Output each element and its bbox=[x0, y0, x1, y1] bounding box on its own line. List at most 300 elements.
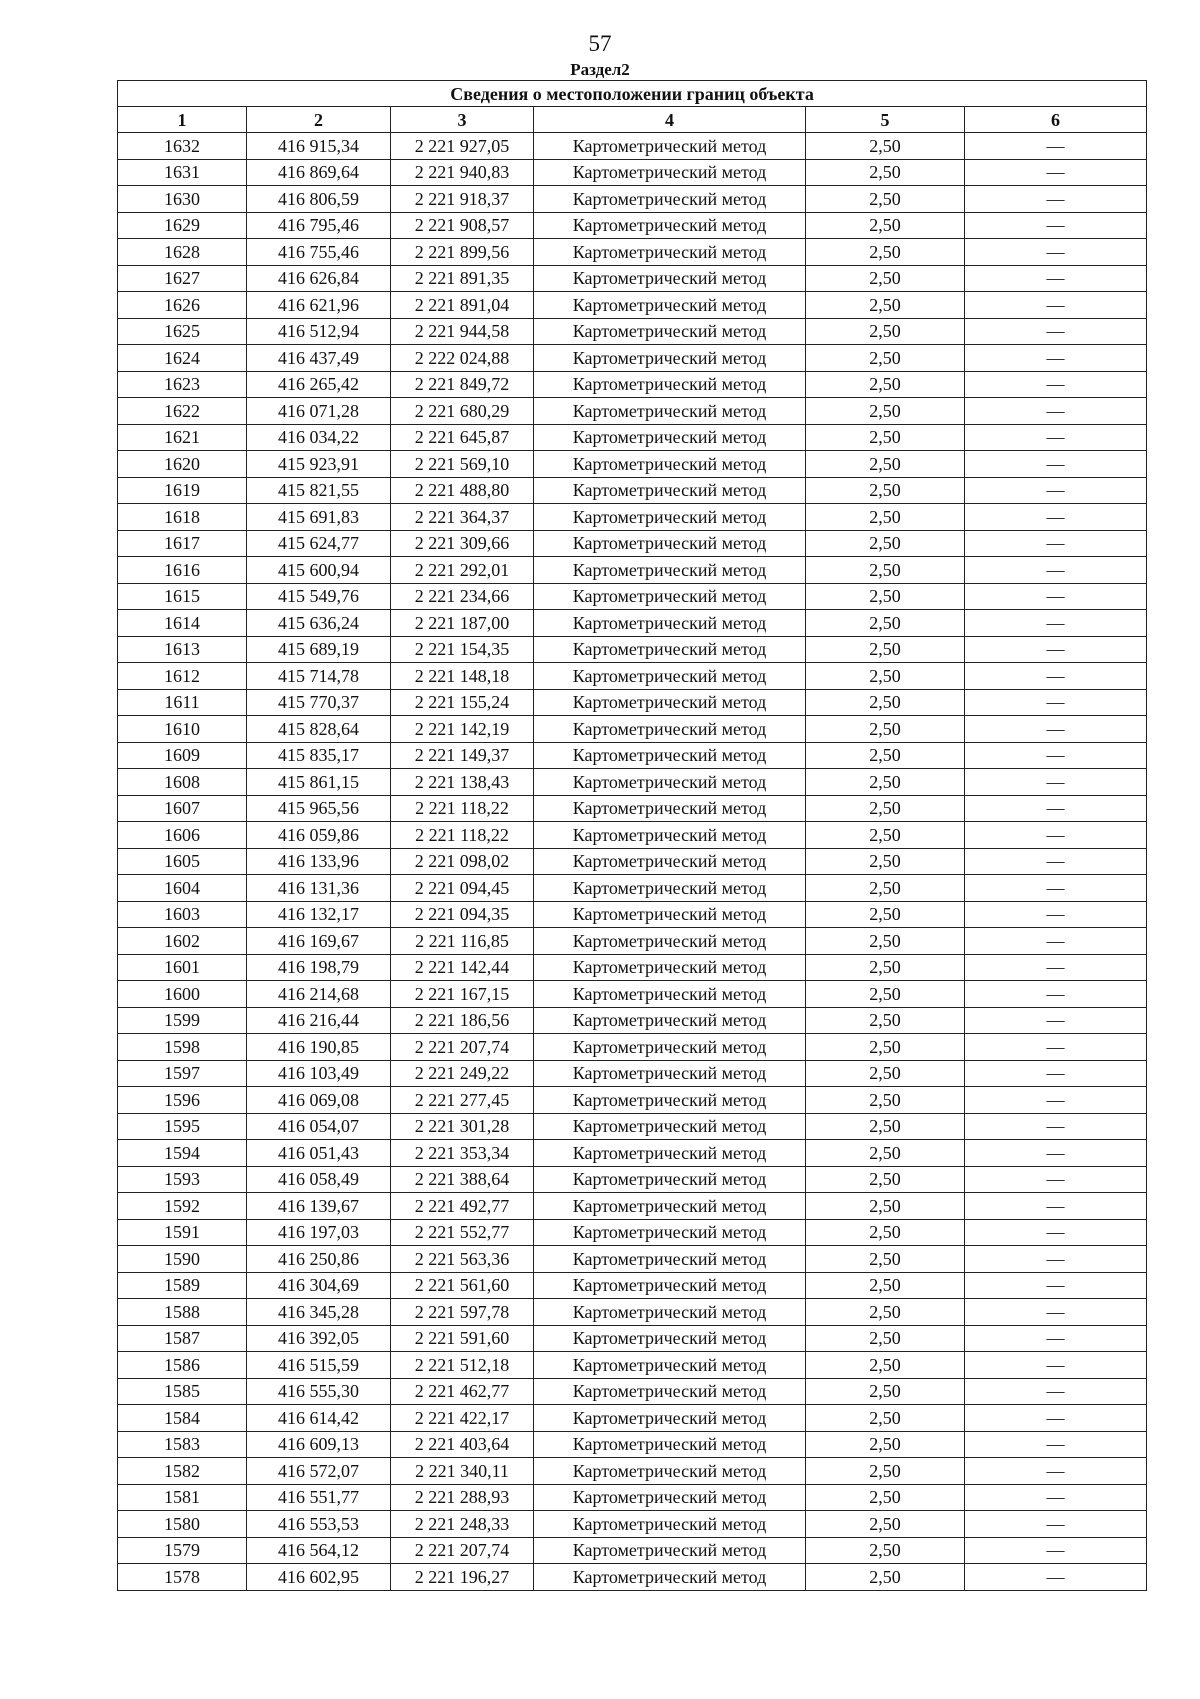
accuracy-cell: 2,50 bbox=[806, 1193, 965, 1220]
x-coordinate-cell: 416 069,08 bbox=[247, 1087, 391, 1114]
y-coordinate-cell: 2 221 292,01 bbox=[391, 557, 534, 584]
point-number-cell: 1599 bbox=[118, 1007, 247, 1034]
method-cell: Картометрический метод bbox=[534, 954, 806, 981]
table-row bbox=[118, 292, 1147, 319]
y-coordinate-cell: 2 221 512,18 bbox=[391, 1352, 534, 1379]
method-cell: Картометрический метод bbox=[534, 371, 806, 398]
x-coordinate-cell: 415 624,77 bbox=[247, 530, 391, 557]
table-row bbox=[118, 1537, 1147, 1564]
accuracy-cell: 2,50 bbox=[806, 1458, 965, 1485]
point-number-cell: 1624 bbox=[118, 345, 247, 372]
accuracy-cell: 2,50 bbox=[806, 557, 965, 584]
accuracy-cell: 2,50 bbox=[806, 689, 965, 716]
note-cell: — bbox=[965, 530, 1147, 557]
y-coordinate-cell: 2 221 149,37 bbox=[391, 742, 534, 769]
method-cell: Картометрический метод bbox=[534, 477, 806, 504]
table-row bbox=[118, 530, 1147, 557]
accuracy-cell: 2,50 bbox=[806, 1352, 965, 1379]
x-coordinate-cell: 415 636,24 bbox=[247, 610, 391, 637]
accuracy-cell: 2,50 bbox=[806, 424, 965, 451]
note-cell: — bbox=[965, 1219, 1147, 1246]
y-coordinate-cell: 2 221 277,45 bbox=[391, 1087, 534, 1114]
method-cell: Картометрический метод bbox=[534, 159, 806, 186]
x-coordinate-cell: 416 626,84 bbox=[247, 265, 391, 292]
method-cell: Картометрический метод bbox=[534, 1537, 806, 1564]
accuracy-cell: 2,50 bbox=[806, 345, 965, 372]
method-cell: Картометрический метод bbox=[534, 424, 806, 451]
point-number-cell: 1581 bbox=[118, 1484, 247, 1511]
x-coordinate-cell: 416 437,49 bbox=[247, 345, 391, 372]
x-coordinate-cell: 416 250,86 bbox=[247, 1246, 391, 1273]
y-coordinate-cell: 2 221 187,00 bbox=[391, 610, 534, 637]
x-coordinate-cell: 415 965,56 bbox=[247, 795, 391, 822]
point-number-cell: 1603 bbox=[118, 901, 247, 928]
point-number-cell: 1628 bbox=[118, 239, 247, 266]
note-cell: — bbox=[965, 477, 1147, 504]
method-cell: Картометрический метод bbox=[534, 1140, 806, 1167]
x-coordinate-cell: 416 614,42 bbox=[247, 1405, 391, 1432]
table-row bbox=[118, 1299, 1147, 1326]
accuracy-cell: 2,50 bbox=[806, 1007, 965, 1034]
method-cell: Картометрический метод bbox=[534, 848, 806, 875]
note-cell: — bbox=[965, 1458, 1147, 1485]
note-cell: — bbox=[965, 1113, 1147, 1140]
method-cell: Картометрический метод bbox=[534, 689, 806, 716]
table-body bbox=[118, 133, 1147, 1591]
table-row bbox=[118, 1113, 1147, 1140]
note-cell: — bbox=[965, 424, 1147, 451]
table-row bbox=[118, 504, 1147, 531]
table-row bbox=[118, 1458, 1147, 1485]
note-cell: — bbox=[965, 1087, 1147, 1114]
y-coordinate-cell: 2 221 118,22 bbox=[391, 795, 534, 822]
accuracy-cell: 2,50 bbox=[806, 1405, 965, 1432]
x-coordinate-cell: 416 071,28 bbox=[247, 398, 391, 425]
accuracy-cell: 2,50 bbox=[806, 1431, 965, 1458]
point-number-cell: 1632 bbox=[118, 133, 247, 160]
accuracy-cell: 2,50 bbox=[806, 133, 965, 160]
x-coordinate-cell: 416 214,68 bbox=[247, 981, 391, 1008]
accuracy-cell: 2,50 bbox=[806, 875, 965, 902]
method-cell: Картометрический метод bbox=[534, 1193, 806, 1220]
accuracy-cell: 2,50 bbox=[806, 901, 965, 928]
y-coordinate-cell: 2 221 680,29 bbox=[391, 398, 534, 425]
y-coordinate-cell: 2 221 116,85 bbox=[391, 928, 534, 955]
x-coordinate-cell: 415 835,17 bbox=[247, 742, 391, 769]
table-row bbox=[118, 1325, 1147, 1352]
y-coordinate-cell: 2 221 207,74 bbox=[391, 1537, 534, 1564]
y-coordinate-cell: 2 221 148,18 bbox=[391, 663, 534, 690]
method-cell: Картометрический метод bbox=[534, 1431, 806, 1458]
x-coordinate-cell: 416 197,03 bbox=[247, 1219, 391, 1246]
x-coordinate-cell: 416 133,96 bbox=[247, 848, 391, 875]
table-row bbox=[118, 1484, 1147, 1511]
point-number-cell: 1582 bbox=[118, 1458, 247, 1485]
accuracy-cell: 2,50 bbox=[806, 742, 965, 769]
note-cell: — bbox=[965, 1405, 1147, 1432]
point-number-cell: 1612 bbox=[118, 663, 247, 690]
point-number-cell: 1578 bbox=[118, 1564, 247, 1591]
x-coordinate-cell: 415 861,15 bbox=[247, 769, 391, 796]
y-coordinate-cell: 2 222 024,88 bbox=[391, 345, 534, 372]
method-cell: Картометрический метод bbox=[534, 1087, 806, 1114]
x-coordinate-cell: 415 821,55 bbox=[247, 477, 391, 504]
table-row bbox=[118, 265, 1147, 292]
table-row bbox=[118, 1272, 1147, 1299]
accuracy-cell: 2,50 bbox=[806, 610, 965, 637]
point-number-cell: 1617 bbox=[118, 530, 247, 557]
table-row bbox=[118, 716, 1147, 743]
note-cell: — bbox=[965, 1193, 1147, 1220]
y-coordinate-cell: 2 221 142,19 bbox=[391, 716, 534, 743]
point-number-cell: 1594 bbox=[118, 1140, 247, 1167]
method-cell: Картометрический метод bbox=[534, 318, 806, 345]
table-row bbox=[118, 769, 1147, 796]
x-coordinate-cell: 416 621,96 bbox=[247, 292, 391, 319]
method-cell: Картометрический метод bbox=[534, 663, 806, 690]
point-number-cell: 1591 bbox=[118, 1219, 247, 1246]
note-cell: — bbox=[965, 212, 1147, 239]
x-coordinate-cell: 416 553,53 bbox=[247, 1511, 391, 1538]
note-cell: — bbox=[965, 1564, 1147, 1591]
note-cell: — bbox=[965, 133, 1147, 160]
y-coordinate-cell: 2 221 142,44 bbox=[391, 954, 534, 981]
table-row bbox=[118, 1378, 1147, 1405]
table-row bbox=[118, 954, 1147, 981]
y-coordinate-cell: 2 221 301,28 bbox=[391, 1113, 534, 1140]
accuracy-cell: 2,50 bbox=[806, 451, 965, 478]
method-cell: Картометрический метод bbox=[534, 1060, 806, 1087]
x-coordinate-cell: 416 572,07 bbox=[247, 1458, 391, 1485]
note-cell: — bbox=[965, 1272, 1147, 1299]
method-cell: Картометрический метод bbox=[534, 1299, 806, 1326]
method-cell: Картометрический метод bbox=[534, 557, 806, 584]
point-number-cell: 1627 bbox=[118, 265, 247, 292]
method-cell: Картометрический метод bbox=[534, 1564, 806, 1591]
y-coordinate-cell: 2 221 094,35 bbox=[391, 901, 534, 928]
x-coordinate-cell: 415 600,94 bbox=[247, 557, 391, 584]
y-coordinate-cell: 2 221 891,35 bbox=[391, 265, 534, 292]
note-cell: — bbox=[965, 1007, 1147, 1034]
note-cell: — bbox=[965, 663, 1147, 690]
x-coordinate-cell: 416 555,30 bbox=[247, 1378, 391, 1405]
y-coordinate-cell: 2 221 234,66 bbox=[391, 583, 534, 610]
accuracy-cell: 2,50 bbox=[806, 1272, 965, 1299]
method-cell: Картометрический метод bbox=[534, 1034, 806, 1061]
method-cell: Картометрический метод bbox=[534, 1378, 806, 1405]
accuracy-cell: 2,50 bbox=[806, 504, 965, 531]
y-coordinate-cell: 2 221 403,64 bbox=[391, 1431, 534, 1458]
note-cell: — bbox=[965, 875, 1147, 902]
x-coordinate-cell: 416 564,12 bbox=[247, 1537, 391, 1564]
method-cell: Картометрический метод bbox=[534, 504, 806, 531]
table-row bbox=[118, 398, 1147, 425]
point-number-cell: 1616 bbox=[118, 557, 247, 584]
x-coordinate-cell: 416 059,86 bbox=[247, 822, 391, 849]
note-cell: — bbox=[965, 981, 1147, 1008]
method-cell: Картометрический метод bbox=[534, 265, 806, 292]
x-coordinate-cell: 415 770,37 bbox=[247, 689, 391, 716]
method-cell: Картометрический метод bbox=[534, 769, 806, 796]
point-number-cell: 1630 bbox=[118, 186, 247, 213]
table-row bbox=[118, 636, 1147, 663]
method-cell: Картометрический метод bbox=[534, 1484, 806, 1511]
point-number-cell: 1625 bbox=[118, 318, 247, 345]
y-coordinate-cell: 2 221 154,35 bbox=[391, 636, 534, 663]
method-cell: Картометрический метод bbox=[534, 186, 806, 213]
accuracy-cell: 2,50 bbox=[806, 159, 965, 186]
x-coordinate-cell: 416 216,44 bbox=[247, 1007, 391, 1034]
table-row bbox=[118, 610, 1147, 637]
method-cell: Картометрический метод bbox=[534, 583, 806, 610]
point-number-cell: 1611 bbox=[118, 689, 247, 716]
table-row bbox=[118, 1007, 1147, 1034]
accuracy-cell: 2,50 bbox=[806, 1537, 965, 1564]
accuracy-cell: 2,50 bbox=[806, 318, 965, 345]
y-coordinate-cell: 2 221 288,93 bbox=[391, 1484, 534, 1511]
method-cell: Картометрический метод bbox=[534, 530, 806, 557]
method-cell: Картометрический метод bbox=[534, 1325, 806, 1352]
accuracy-cell: 2,50 bbox=[806, 1140, 965, 1167]
accuracy-cell: 2,50 bbox=[806, 583, 965, 610]
note-cell: — bbox=[965, 1352, 1147, 1379]
y-coordinate-cell: 2 221 094,45 bbox=[391, 875, 534, 902]
note-cell: — bbox=[965, 1484, 1147, 1511]
note-cell: — bbox=[965, 1166, 1147, 1193]
method-cell: Картометрический метод bbox=[534, 981, 806, 1008]
y-coordinate-cell: 2 221 927,05 bbox=[391, 133, 534, 160]
table-row bbox=[118, 583, 1147, 610]
point-number-cell: 1618 bbox=[118, 504, 247, 531]
page-number: 57 bbox=[588, 31, 612, 56]
accuracy-cell: 2,50 bbox=[806, 212, 965, 239]
note-cell: — bbox=[965, 1378, 1147, 1405]
y-coordinate-cell: 2 221 849,72 bbox=[391, 371, 534, 398]
method-cell: Картометрический метод bbox=[534, 1113, 806, 1140]
y-coordinate-cell: 2 221 196,27 bbox=[391, 1564, 534, 1591]
method-cell: Картометрический метод bbox=[534, 875, 806, 902]
table-row bbox=[118, 371, 1147, 398]
note-cell: — bbox=[965, 1140, 1147, 1167]
y-coordinate-cell: 2 221 340,11 bbox=[391, 1458, 534, 1485]
y-coordinate-cell: 2 221 118,22 bbox=[391, 822, 534, 849]
accuracy-cell: 2,50 bbox=[806, 1087, 965, 1114]
table-row bbox=[118, 186, 1147, 213]
point-number-cell: 1631 bbox=[118, 159, 247, 186]
accuracy-cell: 2,50 bbox=[806, 1325, 965, 1352]
point-number-cell: 1592 bbox=[118, 1193, 247, 1220]
x-coordinate-cell: 416 139,67 bbox=[247, 1193, 391, 1220]
note-cell: — bbox=[965, 610, 1147, 637]
x-coordinate-cell: 416 755,46 bbox=[247, 239, 391, 266]
method-cell: Картометрический метод bbox=[534, 1405, 806, 1432]
y-coordinate-cell: 2 221 098,02 bbox=[391, 848, 534, 875]
table-row bbox=[118, 159, 1147, 186]
note-cell: — bbox=[965, 583, 1147, 610]
x-coordinate-cell: 416 869,64 bbox=[247, 159, 391, 186]
point-number-cell: 1584 bbox=[118, 1405, 247, 1432]
accuracy-cell: 2,50 bbox=[806, 398, 965, 425]
table-row bbox=[118, 1087, 1147, 1114]
note-cell: — bbox=[965, 1246, 1147, 1273]
boundary-coordinates-table bbox=[117, 80, 1147, 1591]
accuracy-cell: 2,50 bbox=[806, 1166, 965, 1193]
note-cell: — bbox=[965, 318, 1147, 345]
table-row bbox=[118, 795, 1147, 822]
point-number-cell: 1593 bbox=[118, 1166, 247, 1193]
method-cell: Картометрический метод bbox=[534, 610, 806, 637]
point-number-cell: 1589 bbox=[118, 1272, 247, 1299]
table-row bbox=[118, 1352, 1147, 1379]
method-cell: Картометрический метод bbox=[534, 1246, 806, 1273]
accuracy-cell: 2,50 bbox=[806, 981, 965, 1008]
column-header-row bbox=[118, 107, 1147, 133]
table-title-row bbox=[118, 81, 1147, 107]
note-cell: — bbox=[965, 795, 1147, 822]
table-row bbox=[118, 212, 1147, 239]
y-coordinate-cell: 2 221 918,37 bbox=[391, 186, 534, 213]
note-cell: — bbox=[965, 1034, 1147, 1061]
y-coordinate-cell: 2 221 309,66 bbox=[391, 530, 534, 557]
column-header-2: 2 bbox=[247, 107, 391, 133]
point-number-cell: 1598 bbox=[118, 1034, 247, 1061]
point-number-cell: 1609 bbox=[118, 742, 247, 769]
point-number-cell: 1580 bbox=[118, 1511, 247, 1538]
x-coordinate-cell: 415 689,19 bbox=[247, 636, 391, 663]
point-number-cell: 1629 bbox=[118, 212, 247, 239]
note-cell: — bbox=[965, 689, 1147, 716]
y-coordinate-cell: 2 221 422,17 bbox=[391, 1405, 534, 1432]
accuracy-cell: 2,50 bbox=[806, 1060, 965, 1087]
table-row bbox=[118, 1511, 1147, 1538]
y-coordinate-cell: 2 221 563,36 bbox=[391, 1246, 534, 1273]
note-cell: — bbox=[965, 345, 1147, 372]
method-cell: Картометрический метод bbox=[534, 398, 806, 425]
accuracy-cell: 2,50 bbox=[806, 292, 965, 319]
method-cell: Картометрический метод bbox=[534, 636, 806, 663]
point-number-cell: 1579 bbox=[118, 1537, 247, 1564]
note-cell: — bbox=[965, 928, 1147, 955]
point-number-cell: 1619 bbox=[118, 477, 247, 504]
note-cell: — bbox=[965, 742, 1147, 769]
y-coordinate-cell: 2 221 891,04 bbox=[391, 292, 534, 319]
table-row bbox=[118, 1564, 1147, 1591]
note-cell: — bbox=[965, 504, 1147, 531]
x-coordinate-cell: 416 051,43 bbox=[247, 1140, 391, 1167]
point-number-cell: 1615 bbox=[118, 583, 247, 610]
accuracy-cell: 2,50 bbox=[806, 265, 965, 292]
y-coordinate-cell: 2 221 155,24 bbox=[391, 689, 534, 716]
y-coordinate-cell: 2 221 138,43 bbox=[391, 769, 534, 796]
table-row bbox=[118, 1219, 1147, 1246]
point-number-cell: 1604 bbox=[118, 875, 247, 902]
y-coordinate-cell: 2 221 462,77 bbox=[391, 1378, 534, 1405]
point-number-cell: 1586 bbox=[118, 1352, 247, 1379]
table-row bbox=[118, 875, 1147, 902]
y-coordinate-cell: 2 221 492,77 bbox=[391, 1193, 534, 1220]
accuracy-cell: 2,50 bbox=[806, 848, 965, 875]
table-row bbox=[118, 901, 1147, 928]
accuracy-cell: 2,50 bbox=[806, 477, 965, 504]
accuracy-cell: 2,50 bbox=[806, 239, 965, 266]
x-coordinate-cell: 416 034,22 bbox=[247, 424, 391, 451]
column-header-1: 1 bbox=[118, 107, 247, 133]
note-cell: — bbox=[965, 265, 1147, 292]
method-cell: Картометрический метод bbox=[534, 292, 806, 319]
y-coordinate-cell: 2 221 591,60 bbox=[391, 1325, 534, 1352]
accuracy-cell: 2,50 bbox=[806, 636, 965, 663]
y-coordinate-cell: 2 221 899,56 bbox=[391, 239, 534, 266]
method-cell: Картометрический метод bbox=[534, 133, 806, 160]
y-coordinate-cell: 2 221 940,83 bbox=[391, 159, 534, 186]
column-header-6: 6 bbox=[965, 107, 1147, 133]
method-cell: Картометрический метод bbox=[534, 928, 806, 955]
table-row bbox=[118, 451, 1147, 478]
accuracy-cell: 2,50 bbox=[806, 769, 965, 796]
note-cell: — bbox=[965, 822, 1147, 849]
note-cell: — bbox=[965, 1060, 1147, 1087]
method-cell: Картометрический метод bbox=[534, 1511, 806, 1538]
point-number-cell: 1606 bbox=[118, 822, 247, 849]
table-row bbox=[118, 981, 1147, 1008]
point-number-cell: 1620 bbox=[118, 451, 247, 478]
y-coordinate-cell: 2 221 364,37 bbox=[391, 504, 534, 531]
accuracy-cell: 2,50 bbox=[806, 186, 965, 213]
y-coordinate-cell: 2 221 597,78 bbox=[391, 1299, 534, 1326]
method-cell: Картометрический метод bbox=[534, 212, 806, 239]
accuracy-cell: 2,50 bbox=[806, 371, 965, 398]
point-number-cell: 1605 bbox=[118, 848, 247, 875]
point-number-cell: 1596 bbox=[118, 1087, 247, 1114]
point-number-cell: 1583 bbox=[118, 1431, 247, 1458]
accuracy-cell: 2,50 bbox=[806, 1484, 965, 1511]
x-coordinate-cell: 416 103,49 bbox=[247, 1060, 391, 1087]
method-cell: Картометрический метод bbox=[534, 1219, 806, 1246]
point-number-cell: 1600 bbox=[118, 981, 247, 1008]
x-coordinate-cell: 416 551,77 bbox=[247, 1484, 391, 1511]
table-row bbox=[118, 663, 1147, 690]
accuracy-cell: 2,50 bbox=[806, 822, 965, 849]
method-cell: Картометрический метод bbox=[534, 451, 806, 478]
x-coordinate-cell: 416 345,28 bbox=[247, 1299, 391, 1326]
x-coordinate-cell: 415 714,78 bbox=[247, 663, 391, 690]
method-cell: Картометрический метод bbox=[534, 1007, 806, 1034]
note-cell: — bbox=[965, 1299, 1147, 1326]
point-number-cell: 1613 bbox=[118, 636, 247, 663]
y-coordinate-cell: 2 221 353,34 bbox=[391, 1140, 534, 1167]
table-row bbox=[118, 1431, 1147, 1458]
note-cell: — bbox=[965, 557, 1147, 584]
x-coordinate-cell: 416 515,59 bbox=[247, 1352, 391, 1379]
table-row bbox=[118, 822, 1147, 849]
note-cell: — bbox=[965, 1431, 1147, 1458]
point-number-cell: 1607 bbox=[118, 795, 247, 822]
x-coordinate-cell: 416 795,46 bbox=[247, 212, 391, 239]
x-coordinate-cell: 415 691,83 bbox=[247, 504, 391, 531]
note-cell: — bbox=[965, 1511, 1147, 1538]
note-cell: — bbox=[965, 636, 1147, 663]
x-coordinate-cell: 416 198,79 bbox=[247, 954, 391, 981]
point-number-cell: 1585 bbox=[118, 1378, 247, 1405]
method-cell: Картометрический метод bbox=[534, 1166, 806, 1193]
y-coordinate-cell: 2 221 207,74 bbox=[391, 1034, 534, 1061]
y-coordinate-cell: 2 221 186,56 bbox=[391, 1007, 534, 1034]
x-coordinate-cell: 416 058,49 bbox=[247, 1166, 391, 1193]
point-number-cell: 1623 bbox=[118, 371, 247, 398]
y-coordinate-cell: 2 221 569,10 bbox=[391, 451, 534, 478]
point-number-cell: 1601 bbox=[118, 954, 247, 981]
note-cell: — bbox=[965, 1537, 1147, 1564]
